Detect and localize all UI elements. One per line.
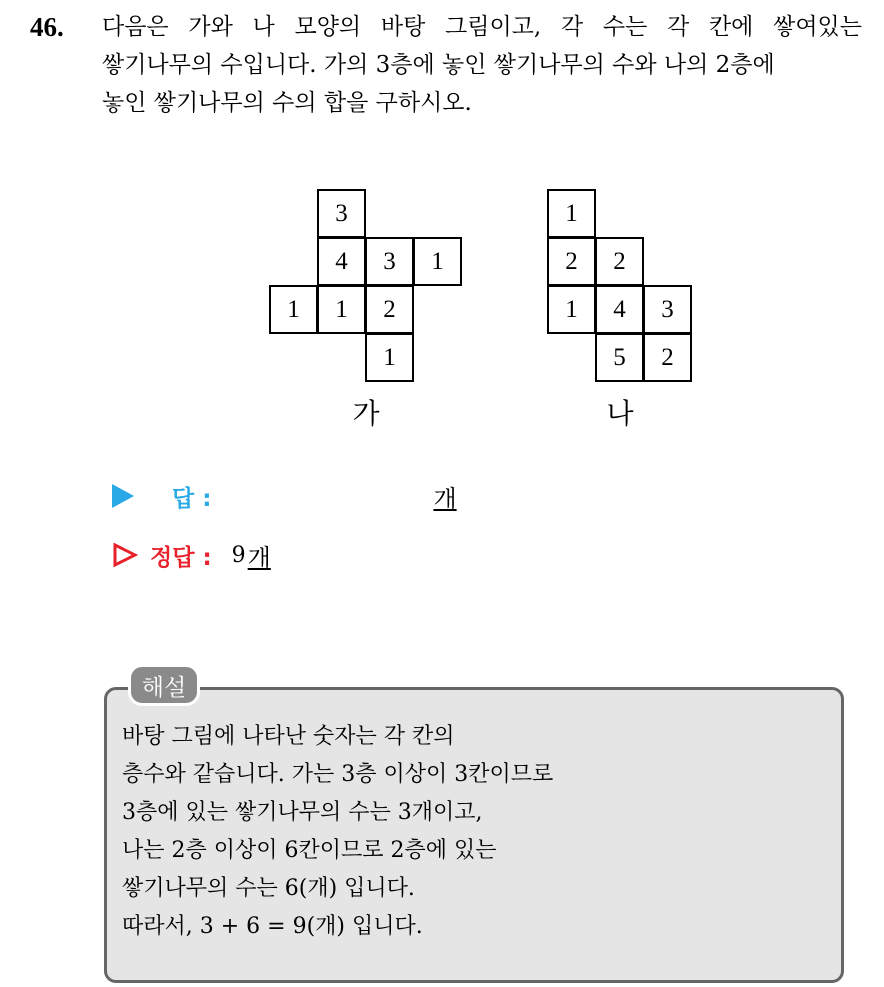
figure-na-cell: 1 <box>547 285 596 334</box>
figure-ga-cell: 2 <box>365 285 414 334</box>
explanation-line: 쌓기나무의 수는 6(개) 입니다. <box>122 876 415 901</box>
figure-ga-cell: 1 <box>413 237 462 286</box>
correct-answer-label: 정답 : <box>150 544 212 571</box>
correct-answer-row <box>112 537 271 573</box>
figure-ga-cell: 1 <box>269 285 318 334</box>
question-text <box>102 8 862 122</box>
figure-ga-cell: 4 <box>317 237 366 286</box>
explanation-tag: 해설 <box>128 664 200 706</box>
figure-na-label: 나 <box>606 397 634 430</box>
figure-na-cell: 4 <box>595 285 644 334</box>
figure-ga-cell: 3 <box>365 237 414 286</box>
explanation-line: 나는 2층 이상이 6칸이므로 2층에 있는 <box>122 838 497 863</box>
outline-triangle-icon <box>112 542 138 568</box>
play-triangle-icon <box>112 484 134 508</box>
question-line: 놓인 쌓기나무의 수의 합을 구하시오. <box>102 90 472 116</box>
question-line: 다음은 가와 나 모양의 바탕 그림이고, 각 수는 각 칸에 쌓여있는 <box>102 14 862 40</box>
figure-na-grid <box>547 189 692 382</box>
figure-na-cell: 2 <box>643 333 692 382</box>
answer-label: 답 : <box>172 485 212 512</box>
figure-ga-cell: 1 <box>317 285 366 334</box>
figure-ga-label: 가 <box>352 397 380 430</box>
figure-ga-cell: 3 <box>317 189 366 238</box>
answer-unit[interactable]: 개 <box>433 484 457 513</box>
explanation-text <box>122 718 822 946</box>
answer-row <box>112 478 457 514</box>
question <box>30 8 870 122</box>
figure-na-cell: 5 <box>595 333 644 382</box>
correct-answer-unit: 개 <box>247 543 271 572</box>
figure-ga-cell: 1 <box>365 333 414 382</box>
question-line: 쌓기나무의 수입니다. 가의 3층에 놓인 쌓기나무의 수와 나의 2층에 <box>102 52 775 78</box>
explanation-line: 층수와 같습니다. 가는 3층 이상이 3칸이므로 <box>122 762 554 787</box>
explanation-line: 따라서, 3 + 6 = 9(개) 입니다. <box>122 914 423 939</box>
figure-na-cell: 3 <box>643 285 692 334</box>
explanation-line: 3층에 있는 쌓기나무의 수는 3개이고, <box>122 800 483 825</box>
explanation-line: 바탕 그림에 나타난 숫자는 각 칸의 <box>122 724 455 749</box>
correct-answer-value: 9 <box>231 542 246 568</box>
figure-na-cell: 2 <box>547 237 596 286</box>
figure-na-cell: 2 <box>595 237 644 286</box>
figure-ga-grid <box>269 189 462 382</box>
figure-na-cell: 1 <box>547 189 596 238</box>
question-number: 46. <box>30 12 64 42</box>
